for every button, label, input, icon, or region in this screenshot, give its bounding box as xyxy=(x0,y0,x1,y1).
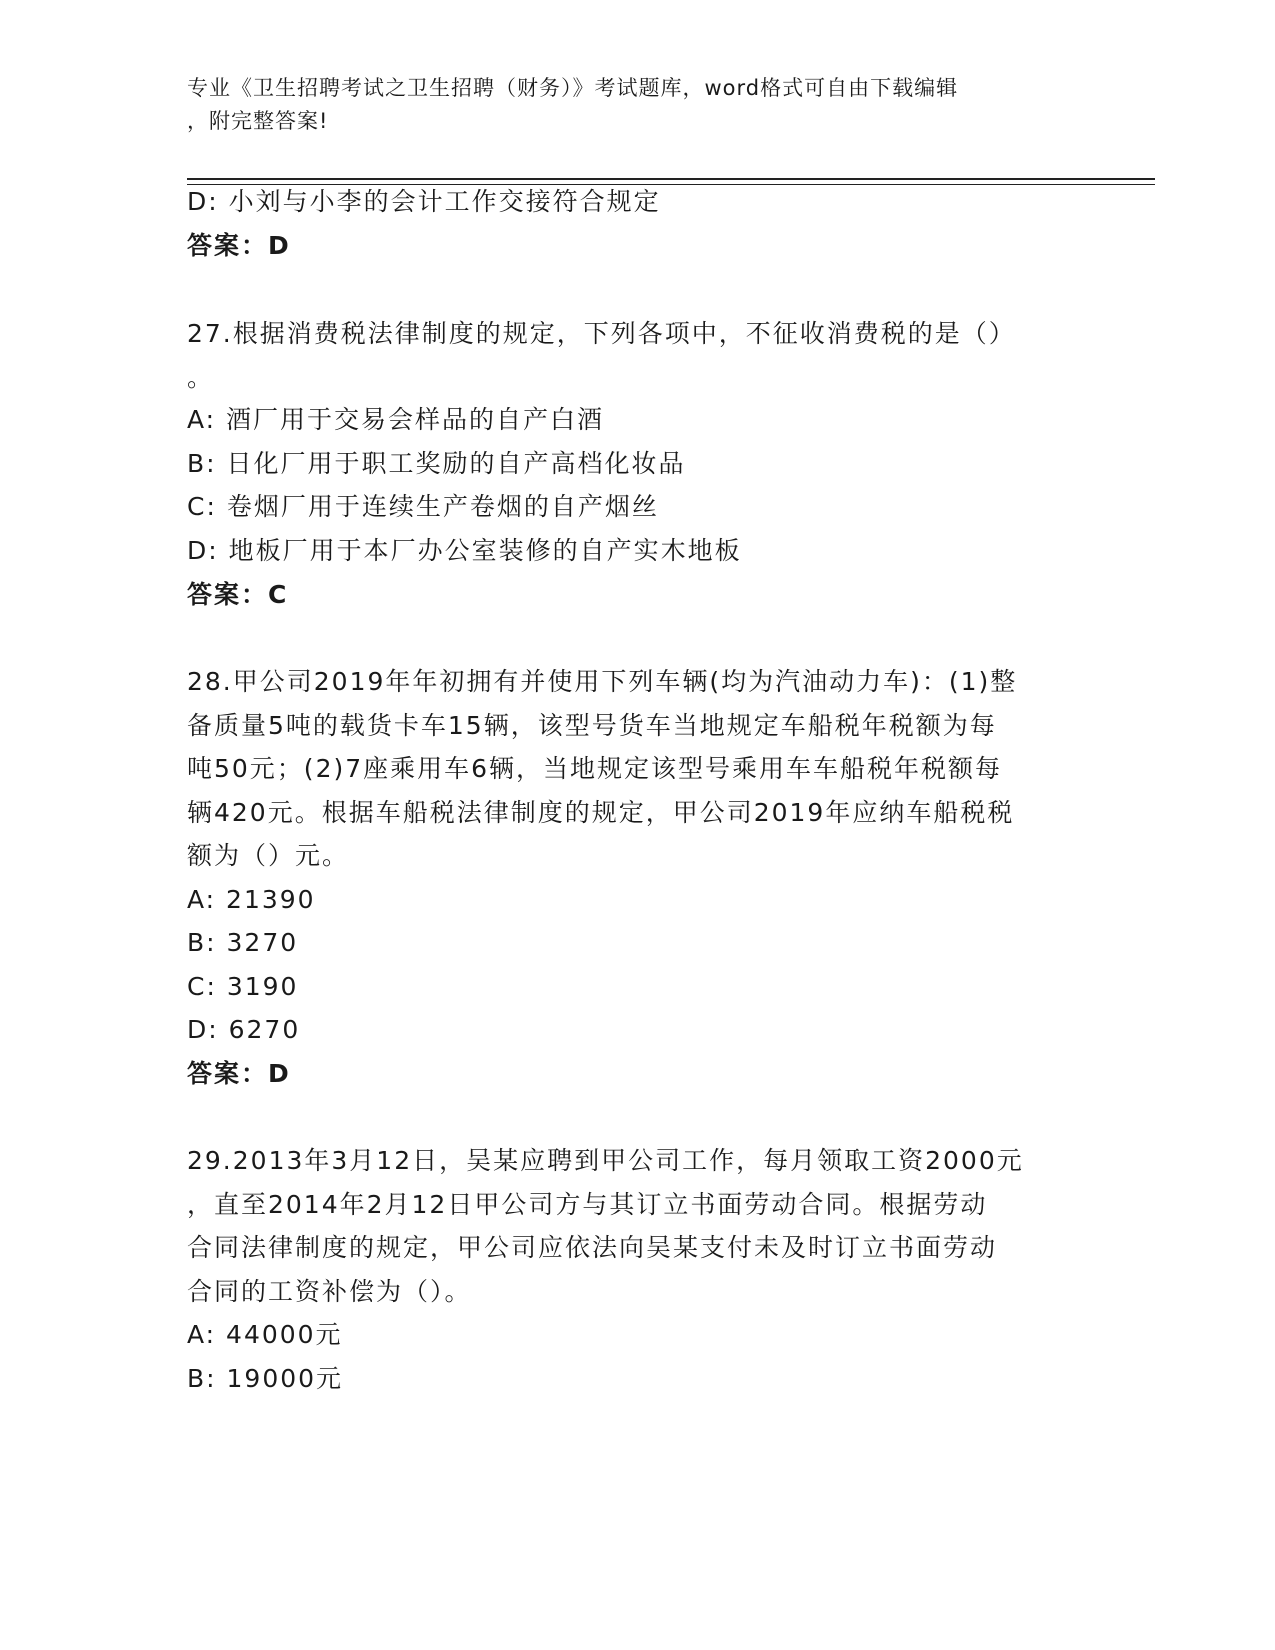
q29-stem-line2: ，直至2014年2月12日甲公司方与其订立书面劳动合同。根据劳动 xyxy=(187,1190,988,1219)
q28-option-c: C: 3190 xyxy=(187,972,299,1001)
q29-stem-line4: 合同的工资补偿为（）。 xyxy=(187,1277,472,1306)
document-header xyxy=(187,72,1067,138)
q27-answer: 答案：C xyxy=(187,580,289,609)
header-title-continuation: ，附完整答案! xyxy=(187,109,329,133)
q28-option-d: D: 6270 xyxy=(187,1015,301,1044)
q28-answer: 答案：D xyxy=(187,1059,291,1088)
prev-option-d: D: 小刘与小李的会计工作交接符合规定 xyxy=(187,187,661,216)
q27-option-b: B: 日化厂用于职工奖励的自产高档化妆品 xyxy=(187,449,686,478)
q27-option-d: D: 地板厂用于本厂办公室装修的自产实木地板 xyxy=(187,536,742,565)
q28-stem-line4: 辆420元。根据车船税法律制度的规定，甲公司2019年应纳车船税税 xyxy=(187,798,1015,827)
q28-stem-line5: 额为（）元。 xyxy=(187,841,350,870)
q27-stem-line1: 27.根据消费税法律制度的规定，下列各项中，不征收消费税的是（） xyxy=(187,319,1016,348)
q28-stem-line2: 备质量5吨的载货卡车15辆，该型号货车当地规定车船税年税额为每 xyxy=(187,711,997,740)
q28-option-a: A: 21390 xyxy=(187,885,316,914)
q29-option-a: A: 44000元 xyxy=(187,1320,343,1349)
q27-option-a: A: 酒厂用于交易会样品的自产白酒 xyxy=(187,405,605,434)
q28-option-b: B: 3270 xyxy=(187,928,299,957)
prev-answer: 答案：D xyxy=(187,231,291,260)
q29-stem-line3: 合同法律制度的规定，甲公司应依法向吴某支付未及时订立书面劳动 xyxy=(187,1233,998,1262)
q27-option-c: C: 卷烟厂用于连续生产卷烟的自产烟丝 xyxy=(187,492,659,521)
q28-stem-line3: 吨50元；(2)7座乘用车6辆，当地规定该型号乘用车车船税年税额每 xyxy=(187,754,1003,783)
header-title-line: 专业《卫生招聘考试之卫生招聘（财务）》考试题库，word格式可自由下载编辑 xyxy=(187,76,959,100)
header-divider-thick xyxy=(187,178,1155,180)
q28-stem-line1: 28.甲公司2019年年初拥有并使用下列车辆(均为汽油动力车)：(1)整 xyxy=(187,667,1018,696)
q29-option-b: B: 19000元 xyxy=(187,1364,344,1393)
q29-stem-line1: 29.2013年3月12日，吴某应聘到甲公司工作，每月领取工资2000元 xyxy=(187,1146,1024,1175)
header-divider-thin xyxy=(187,184,1155,185)
q27-stem-line2: 。 xyxy=(187,363,215,392)
